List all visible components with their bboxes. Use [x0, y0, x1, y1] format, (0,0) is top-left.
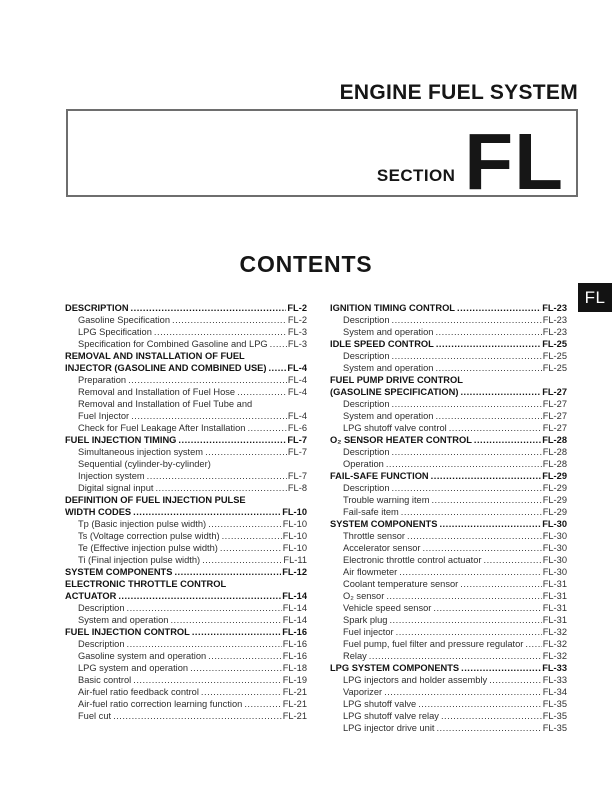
toc-entry-page: FL-31 — [542, 579, 567, 589]
toc-entry-label: Coolant temperature sensor — [343, 579, 459, 589]
dot-leader — [192, 626, 281, 638]
toc-entry — [65, 542, 307, 554]
section-label: SECTION — [376, 166, 456, 185]
toc-entry-label: LPG Specification — [78, 327, 152, 337]
toc-entry — [330, 482, 567, 494]
toc-entry-label: Simultaneous injection system — [78, 447, 204, 457]
toc-entry-page: FL-34 — [542, 687, 567, 697]
toc-entry — [65, 566, 307, 578]
dot-leader — [131, 302, 287, 314]
dot-leader — [461, 662, 541, 674]
toc-entry-label: Fuel injector — [343, 627, 394, 637]
toc-entry-page: FL-23 — [542, 315, 567, 325]
toc-entry-label: DEFINITION OF FUEL INJECTION PULSE — [65, 495, 246, 505]
dot-leader — [399, 566, 541, 578]
toc-entry-page: FL-27 — [542, 423, 567, 433]
toc-entry — [65, 494, 307, 506]
section-tab-label: FL — [584, 287, 606, 307]
dot-leader — [431, 470, 542, 482]
toc-entry-label: Description — [343, 447, 390, 457]
toc-entry-label: O₂ sensor — [343, 591, 385, 601]
dot-leader — [170, 614, 281, 626]
dot-leader — [127, 638, 282, 650]
toc-entry-label: INJECTOR (GASOLINE AND COMBINED USE) — [65, 363, 267, 373]
toc-entry-label: IGNITION TIMING CONTROL — [330, 303, 455, 313]
toc-entry — [65, 350, 307, 362]
toc-entry-page: FL-25 — [542, 363, 567, 373]
dot-leader — [220, 542, 282, 554]
toc-entry-page: FL-16 — [282, 639, 307, 649]
dot-leader — [392, 446, 542, 458]
dot-leader — [435, 326, 541, 338]
dot-leader — [201, 686, 282, 698]
toc-entry-label: Preparation — [78, 375, 127, 385]
toc-entry-label: FUEL INJECTION TIMING — [65, 435, 177, 445]
toc-column-right — [330, 302, 567, 734]
toc-entry-label: Trouble warning item — [343, 495, 430, 505]
toc-entry-label: Operation — [343, 459, 384, 469]
toc-entry-page: FL-10 — [282, 531, 307, 541]
toc-entry-label: Ts (Voltage correction pulse width) — [78, 531, 220, 541]
toc-entry-page: FL-4 — [287, 387, 307, 397]
toc-entry — [330, 614, 567, 626]
toc-entry-label: Vaporizer — [343, 687, 383, 697]
toc-entry-label: Air flowmeter — [343, 567, 398, 577]
toc-entry — [330, 422, 567, 434]
dot-leader — [423, 542, 542, 554]
toc-entry-page: FL-31 — [542, 591, 567, 601]
toc-entry-page: FL-30 — [542, 543, 567, 553]
toc-entry-page: FL-7 — [287, 435, 307, 445]
toc-entry — [330, 590, 567, 602]
toc-entry — [330, 398, 567, 410]
dot-leader — [418, 698, 541, 710]
dot-leader — [386, 590, 541, 602]
toc-entry — [330, 698, 567, 710]
toc-entry — [330, 326, 567, 338]
toc-entry-page: FL-35 — [542, 711, 567, 721]
toc-entry — [65, 302, 307, 314]
toc-entry — [330, 638, 567, 650]
toc-entry — [330, 302, 567, 314]
toc-entry — [330, 494, 567, 506]
toc-entry-page: FL-29 — [542, 483, 567, 493]
toc-entry — [65, 578, 307, 590]
dot-leader — [525, 638, 541, 650]
dot-leader — [172, 314, 287, 326]
toc-entry-page: FL-18 — [282, 663, 307, 673]
toc-entry-page: FL-2 — [287, 315, 307, 325]
toc-entry — [65, 686, 307, 698]
toc-entry-label: LPG shutoff valve control — [343, 423, 447, 433]
toc-entry-page: FL-14 — [282, 615, 307, 625]
toc-entry — [65, 446, 307, 458]
toc-entry — [65, 638, 307, 650]
toc-entry-page: FL-25 — [542, 351, 567, 361]
toc-entry-page: FL-30 — [542, 531, 567, 541]
toc-entry-page: FL-12 — [282, 567, 307, 577]
toc-entry-label: SYSTEM COMPONENTS — [330, 519, 438, 529]
toc-entry-page: FL-11 — [283, 555, 307, 565]
dot-leader — [147, 470, 287, 482]
toc-entry — [65, 614, 307, 626]
dot-leader — [128, 374, 287, 386]
toc-entry — [65, 398, 307, 410]
toc-entry-page: FL-27 — [542, 387, 567, 397]
toc-entry-label: Gasoline system and operation — [78, 651, 207, 661]
toc-entry-page: FL-8 — [287, 483, 307, 493]
toc-entry — [330, 710, 567, 722]
toc-entry-page: FL-33 — [542, 675, 567, 685]
dot-leader — [392, 482, 542, 494]
dot-leader — [460, 386, 541, 398]
toc-entry-label: REMOVAL AND INSTALLATION OF FUEL — [65, 351, 245, 361]
toc-entry-page: FL-21 — [282, 711, 307, 721]
toc-entry — [65, 482, 307, 494]
dot-leader — [268, 362, 286, 374]
toc-entry-page: FL-16 — [282, 627, 307, 637]
toc-entry — [65, 710, 307, 722]
dot-leader — [178, 434, 286, 446]
toc-entry-page: FL-4 — [287, 411, 307, 421]
dot-leader — [439, 518, 541, 530]
dot-leader — [113, 710, 282, 722]
toc-entry — [65, 674, 307, 686]
dot-leader — [369, 650, 542, 662]
toc-entry-label: System and operation — [343, 327, 434, 337]
toc-entry-page: FL-3 — [287, 339, 307, 349]
toc-entry-page: FL-2 — [287, 303, 307, 313]
toc-entry-page: FL-35 — [542, 723, 567, 733]
toc-entry — [65, 422, 307, 434]
toc-entry — [65, 410, 307, 422]
toc-entry-label: SYSTEM COMPONENTS — [65, 567, 173, 577]
toc-entry-page: FL-19 — [282, 675, 307, 685]
toc-entry-label: LPG SYSTEM COMPONENTS — [330, 663, 460, 673]
toc-entry-label: Description — [343, 351, 390, 361]
toc-entry-label: Fuel pump, fuel filter and pressure regulator — [343, 639, 524, 649]
toc-entry-label: Injection system — [78, 471, 145, 481]
toc-entry-label: Sequential (cylinder-by-cylinder) — [78, 459, 211, 469]
toc-entry — [330, 350, 567, 362]
toc-entry-label: Description — [343, 315, 390, 325]
toc-entry — [65, 602, 307, 614]
toc-entry — [65, 326, 307, 338]
dot-leader — [205, 446, 287, 458]
dot-leader — [118, 590, 281, 602]
dot-leader — [435, 362, 541, 374]
dot-leader — [489, 674, 542, 686]
toc-entry — [330, 338, 567, 350]
toc-entry-page: FL-6 — [287, 423, 307, 433]
dot-leader — [457, 302, 541, 314]
toc-entry — [65, 698, 307, 710]
toc-entry — [330, 530, 567, 542]
toc-entry-page: FL-27 — [542, 411, 567, 421]
toc-entry-label: LPG shutoff valve relay — [343, 711, 439, 721]
toc-entry — [65, 314, 307, 326]
toc-entry — [65, 626, 307, 638]
toc-entry-page: FL-10 — [282, 507, 307, 517]
dot-leader — [435, 410, 541, 422]
toc-entry — [65, 530, 307, 542]
toc-entry — [330, 458, 567, 470]
toc-entry — [330, 686, 567, 698]
dot-leader — [133, 674, 281, 686]
toc-entry — [65, 434, 307, 446]
toc-entry — [65, 554, 307, 566]
toc-entry — [330, 518, 567, 530]
toc-entry-label: Specification for Combined Gasoline and LPG — [78, 339, 268, 349]
toc-entry — [330, 566, 567, 578]
dot-leader — [155, 482, 286, 494]
toc-entry-page: FL-27 — [542, 399, 567, 409]
dot-leader — [436, 722, 541, 734]
toc-entry — [65, 374, 307, 386]
toc-entry-page: FL-29 — [542, 495, 567, 505]
toc-entry-label: System and operation — [343, 411, 434, 421]
toc-entry-page: FL-14 — [282, 591, 307, 601]
dot-leader — [190, 662, 282, 674]
dot-leader — [208, 650, 282, 662]
toc-entry — [330, 386, 567, 398]
toc-entry-page: FL-29 — [542, 507, 567, 517]
dot-leader — [174, 566, 281, 578]
toc-entry-label: ACTUATOR — [65, 591, 117, 601]
toc-entry — [65, 458, 307, 470]
toc-entry-page: FL-32 — [542, 651, 567, 661]
toc-entry — [330, 374, 567, 386]
toc-entry — [65, 386, 307, 398]
toc-entry-label: FAIL-SAFE FUNCTION — [330, 471, 429, 481]
toc-entry-label: Description — [343, 399, 390, 409]
toc-entry-page: FL-16 — [282, 651, 307, 661]
toc-entry — [330, 674, 567, 686]
toc-entry-label: LPG system and operation — [78, 663, 189, 673]
dot-leader — [392, 398, 542, 410]
toc-entry-page: FL-31 — [542, 603, 567, 613]
section-box — [66, 109, 578, 206]
toc-entry — [330, 602, 567, 614]
toc-entry — [65, 362, 307, 374]
toc-entry — [330, 554, 567, 566]
dot-leader — [131, 410, 287, 422]
toc-entry-label: Relay — [343, 651, 367, 661]
toc-entry — [330, 446, 567, 458]
toc-entry-page: FL-10 — [282, 519, 307, 529]
toc-entry-label: (GASOLINE SPECIFICATION) — [330, 387, 459, 397]
toc-entry-label: IDLE SPEED CONTROL — [330, 339, 434, 349]
page-title: ENGINE FUEL SYSTEM — [339, 81, 578, 104]
toc-entry-label: FUEL INJECTION CONTROL — [65, 627, 190, 637]
toc-entry-label: System and operation — [78, 615, 169, 625]
toc-entry — [65, 590, 307, 602]
toc-entry-page: FL-25 — [542, 339, 567, 349]
toc-entry-page: FL-30 — [542, 555, 567, 565]
dot-leader — [154, 326, 287, 338]
toc-entry-page: FL-21 — [282, 699, 307, 709]
toc-entry-label: Spark plug — [343, 615, 388, 625]
section-code: FL — [464, 117, 564, 206]
section-tab — [578, 283, 612, 312]
dot-leader — [222, 530, 282, 542]
toc-entry-label: WIDTH CODES — [65, 507, 132, 517]
toc-entry-label: Removal and Installation of Fuel Tube and — [78, 399, 253, 409]
dot-leader — [436, 338, 541, 350]
toc-entry — [330, 470, 567, 482]
toc-entry-label: Tp (Basic injection pulse width) — [78, 519, 207, 529]
toc-entry-page: FL-3 — [287, 327, 307, 337]
toc-entry-page: FL-32 — [542, 639, 567, 649]
toc-entry-label: Gasoline Specification — [78, 315, 170, 325]
toc-entry-page: FL-28 — [542, 447, 567, 457]
dot-leader — [244, 698, 281, 710]
dot-leader — [433, 602, 541, 614]
toc-entry-page: FL-31 — [542, 615, 567, 625]
toc-entry-page: FL-28 — [542, 459, 567, 469]
dot-leader — [407, 530, 542, 542]
dot-leader — [247, 422, 286, 434]
contents-title: CONTENTS — [239, 251, 373, 277]
toc-entry-label: Fuel Injector — [78, 411, 130, 421]
toc-entry-page: FL-35 — [542, 699, 567, 709]
toc-entry-label: System and operation — [343, 363, 434, 373]
toc-entry-page: FL-23 — [542, 303, 567, 313]
toc-entry-label: Te (Effective injection pulse width) — [78, 543, 218, 553]
toc-entry-label: Air-fuel ratio correction learning function — [78, 699, 243, 709]
toc-entry-page: FL-7 — [287, 447, 307, 457]
dot-leader — [392, 314, 542, 326]
toc-entry-page: FL-28 — [542, 435, 567, 445]
dot-leader — [237, 386, 287, 398]
dot-leader — [484, 554, 542, 566]
toc-entry-label: O₂ SENSOR HEATER CONTROL — [330, 435, 472, 445]
toc-entry-label: Description — [78, 639, 125, 649]
toc-entry-label: Check for Fuel Leakage After Installation — [78, 423, 246, 433]
toc-entry-page: FL-4 — [287, 363, 307, 373]
toc-entry — [65, 506, 307, 518]
dot-leader — [441, 710, 542, 722]
toc-entry — [330, 662, 567, 674]
dot-leader — [431, 494, 541, 506]
toc-entry — [330, 650, 567, 662]
toc-entry-page: FL-21 — [282, 687, 307, 697]
toc-entry-label: Fuel cut — [78, 711, 112, 721]
toc-entry-page: FL-32 — [542, 627, 567, 637]
toc-entry-label: FUEL PUMP DRIVE CONTROL — [330, 375, 463, 385]
toc-entry — [330, 578, 567, 590]
toc-entry — [330, 362, 567, 374]
dot-leader — [202, 554, 282, 566]
dot-leader — [460, 578, 541, 590]
toc-entry-page: FL-29 — [542, 471, 567, 481]
toc-entry-label: Description — [343, 483, 390, 493]
toc-column-left — [65, 302, 307, 722]
toc-entry — [330, 506, 567, 518]
dot-leader — [384, 686, 542, 698]
dot-leader — [474, 434, 541, 446]
toc-entry — [65, 518, 307, 530]
toc-entry-label: LPG injector drive unit — [343, 723, 435, 733]
toc-entry-label: Removal and Installation of Fuel Hose — [78, 387, 236, 397]
toc-entry-page: FL-30 — [542, 519, 567, 529]
toc-entry-page: FL-7 — [287, 471, 307, 481]
toc-entry — [330, 434, 567, 446]
dot-leader — [270, 338, 287, 350]
toc-entry-label: Air-fuel ratio feedback control — [78, 687, 199, 697]
dot-leader — [449, 422, 542, 434]
dot-leader — [396, 626, 542, 638]
toc-entry-label: Ti (Final injection pulse width) — [78, 555, 201, 565]
toc-entry-label: LPG shutoff valve — [343, 699, 417, 709]
toc-entry-label: LPG injectors and holder assembly — [343, 675, 488, 685]
dot-leader — [401, 506, 542, 518]
toc-entry-page: FL-30 — [542, 567, 567, 577]
toc-entry-label: Electronic throttle control actuator — [343, 555, 482, 565]
toc-entry-label: Basic control — [78, 675, 132, 685]
toc-entry-label: Fail-safe item — [343, 507, 399, 517]
toc-entry — [330, 722, 567, 734]
toc-entry-page: FL-23 — [542, 327, 567, 337]
toc-entry — [330, 542, 567, 554]
toc-entry — [330, 410, 567, 422]
toc-entry-label: Vehicle speed sensor — [343, 603, 432, 613]
toc-entry — [65, 338, 307, 350]
toc-entry — [65, 650, 307, 662]
toc-entry-label: Accelerator sensor — [343, 543, 421, 553]
dot-leader — [386, 458, 542, 470]
dot-leader — [133, 506, 281, 518]
toc-entry-label: Digital signal input — [78, 483, 154, 493]
toc-entry-page: FL-14 — [282, 603, 307, 613]
toc-entry — [65, 470, 307, 482]
toc-entry-page: FL-33 — [542, 663, 567, 673]
dot-leader — [127, 602, 282, 614]
toc-entry-page: FL-10 — [282, 543, 307, 553]
dot-leader — [389, 614, 541, 626]
toc-entry — [330, 314, 567, 326]
toc-entry — [330, 626, 567, 638]
dot-leader — [208, 518, 282, 530]
toc-entry-label: Description — [78, 603, 125, 613]
dot-leader — [392, 350, 542, 362]
toc-entry-page: FL-4 — [287, 375, 307, 385]
toc-entry-label: Throttle sensor — [343, 531, 406, 541]
toc-entry-label: DESCRIPTION — [65, 303, 129, 313]
toc-entry — [65, 662, 307, 674]
toc-entry-label: ELECTRONIC THROTTLE CONTROL — [65, 579, 227, 589]
